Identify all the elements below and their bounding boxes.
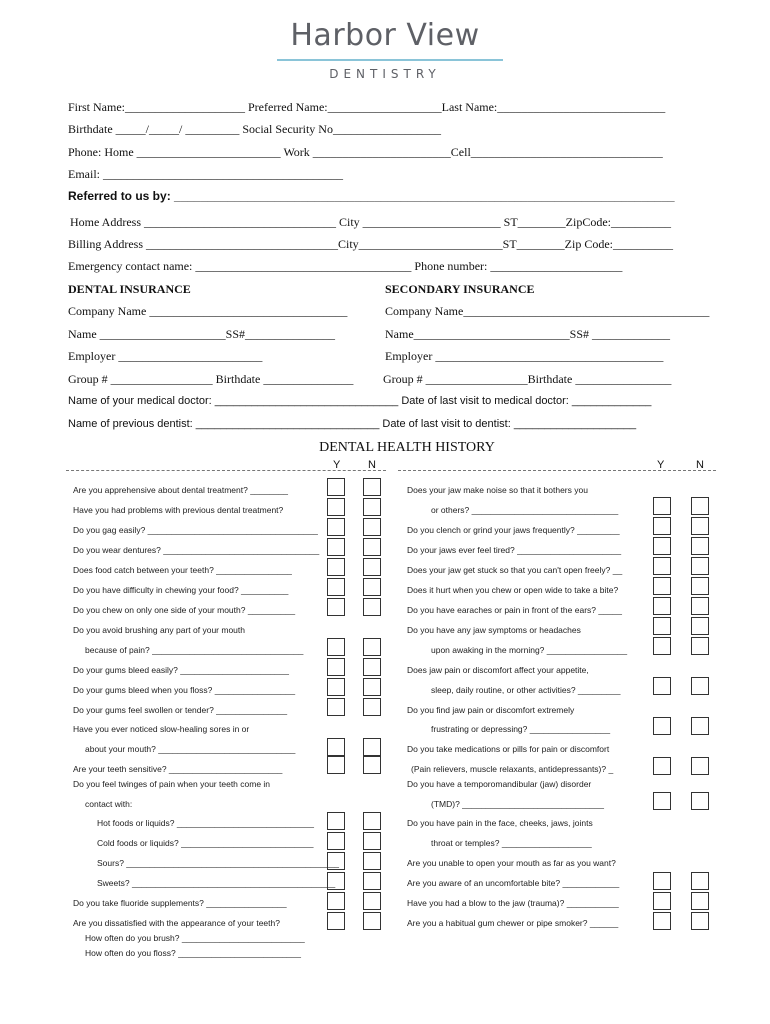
right-history-question: upon awaking in the morning? _________________: [431, 645, 628, 655]
left-no-checkbox[interactable]: [363, 852, 381, 870]
left-no-checkbox[interactable]: [363, 738, 381, 756]
right-yes-checkbox[interactable]: [653, 557, 671, 575]
left-history-question: Have you ever noticed slow-healing sores in or: [73, 724, 250, 734]
dental-insurance-heading: DENTAL INSURANCE: [68, 282, 191, 296]
left-history-question: Do you take fluoride supplements? _________________: [73, 898, 287, 908]
referred-by-line[interactable]: Referred to us by: ___________________________________________________________________________: [68, 189, 675, 203]
right-history-question: frustrating or depressing? _________________: [431, 724, 611, 734]
left-yes-checkbox[interactable]: [327, 538, 345, 556]
left-yes-checkbox[interactable]: [327, 912, 345, 930]
practice-logo-title: Harbor View: [290, 18, 480, 53]
right-history-question: Do you have pain in the face, cheeks, jaws, joints: [407, 818, 593, 828]
right-yes-checkbox[interactable]: [653, 497, 671, 515]
right-no-header: N: [696, 459, 704, 471]
left-no-checkbox[interactable]: [363, 756, 381, 774]
left-yes-header: Y: [333, 459, 341, 471]
secondary-company-name-line[interactable]: Company Name_________________________________________: [385, 304, 710, 318]
right-yes-checkbox[interactable]: [653, 912, 671, 930]
right-yes-checkbox[interactable]: [653, 677, 671, 695]
right-yes-checkbox[interactable]: [653, 792, 671, 810]
left-no-checkbox[interactable]: [363, 578, 381, 596]
right-history-question: (Pain relievers, muscle relaxants, antidepressants)? _: [411, 764, 614, 774]
dental-company-name-line[interactable]: Company Name _________________________________: [68, 304, 348, 318]
left-yes-checkbox[interactable]: [327, 598, 345, 616]
left-history-question: Hot foods or liquids? _____________________________: [97, 818, 314, 828]
right-no-checkbox[interactable]: [691, 792, 709, 810]
left-yes-checkbox[interactable]: [327, 832, 345, 850]
left-no-checkbox[interactable]: [363, 678, 381, 696]
dental-group-birthdate-line[interactable]: Group # _________________ Birthdate _______________: [68, 372, 354, 386]
right-history-question: Do your jaws ever feel tired? ______________________: [407, 545, 622, 555]
right-history-question: Do you have earaches or pain in front of the ears? _____: [407, 605, 623, 615]
right-no-checkbox[interactable]: [691, 892, 709, 910]
secondary-group-birthdate-line[interactable]: Group # _________________Birthdate ________________: [383, 372, 672, 386]
right-no-checkbox[interactable]: [691, 577, 709, 595]
left-yes-checkbox[interactable]: [327, 638, 345, 656]
secondary-employer-line[interactable]: Employer ______________________________________: [385, 349, 664, 363]
left-yes-checkbox[interactable]: [327, 812, 345, 830]
left-yes-checkbox[interactable]: [327, 892, 345, 910]
left-history-question: Are you apprehensive about dental treatment? ________: [73, 485, 289, 495]
left-yes-checkbox[interactable]: [327, 498, 345, 516]
right-history-question: Does jaw pain or discomfort affect your appetite,: [407, 665, 589, 675]
left-no-checkbox[interactable]: [363, 892, 381, 910]
right-no-checkbox[interactable]: [691, 757, 709, 775]
left-history-question: Do your gums bleed easily? _______________________: [73, 665, 289, 675]
left-history-question: Do you avoid brushing any part of your mouth: [73, 625, 245, 635]
left-history-question: Sweets? ___________________________________________: [97, 878, 336, 888]
left-yes-checkbox[interactable]: [327, 518, 345, 536]
right-history-question: Are you unable to open your mouth as far as you want?: [407, 858, 616, 868]
left-no-checkbox[interactable]: [363, 832, 381, 850]
right-history-question: Do you take medications or pills for pain or discomfort: [407, 744, 610, 754]
left-no-checkbox[interactable]: [363, 638, 381, 656]
right-no-checkbox[interactable]: [691, 617, 709, 635]
left-history-question: Do you feel twinges of pain when your teeth come in: [73, 779, 271, 789]
right-history-question: Does it hurt when you chew or open wide to take a bite?: [407, 585, 619, 595]
left-history-question: Does food catch between your teeth? ________________: [73, 565, 292, 575]
left-history-question: Do you chew on only one side of your mouth? __________: [73, 605, 296, 615]
right-yes-checkbox[interactable]: [653, 892, 671, 910]
dental-employer-line[interactable]: Employer ________________________: [68, 349, 263, 363]
birthdate-ssn-line[interactable]: Birthdate _____/_____/ _________ Social Security No__________________: [68, 122, 441, 136]
left-yes-checkbox[interactable]: [327, 678, 345, 696]
left-history-question: because of pain? ________________________________: [85, 645, 304, 655]
right-yes-checkbox[interactable]: [653, 517, 671, 535]
home-address-line[interactable]: Home Address ________________________________ City _______________________ ST________ZipCode:__________: [70, 215, 671, 229]
medical-doctor-line[interactable]: Name of your medical doctor: ______________________________ Date of last visit to medical doctor: _____________: [68, 395, 652, 407]
left-yes-checkbox[interactable]: [327, 478, 345, 496]
left-no-checkbox[interactable]: [363, 518, 381, 536]
right-history-question: Are you a habitual gum chewer or pipe smoker? ______: [407, 918, 619, 928]
previous-dentist-line[interactable]: Name of previous dentist: ______________________________ Date of last visit to dentist: ____________________: [68, 418, 637, 430]
left-history-question: Sours? _____________________________________________: [97, 858, 340, 868]
right-history-question: Does your jaw make noise so that it bothers you: [407, 485, 588, 495]
left-yes-checkbox[interactable]: [327, 852, 345, 870]
left-no-checkbox[interactable]: [363, 538, 381, 556]
left-no-checkbox[interactable]: [363, 498, 381, 516]
left-no-checkbox[interactable]: [363, 478, 381, 496]
right-history-question: throat or temples? ___________________: [431, 838, 592, 848]
left-history-question: Are your teeth sensitive? ________________________: [73, 764, 283, 774]
practice-logo-subtitle: DENTISTRY: [329, 67, 441, 81]
right-no-checkbox[interactable]: [691, 497, 709, 515]
email-line[interactable]: Email: ________________________________________: [68, 167, 343, 181]
left-history-question: Are you dissatisfied with the appearance of your teeth?: [73, 918, 280, 928]
left-yes-checkbox[interactable]: [327, 738, 345, 756]
left-history-question: How often do you brush? __________________________: [85, 933, 305, 943]
left-history-question: Do you wear dentures? _________________________________: [73, 545, 320, 555]
right-history-question: sleep, daily routine, or other activities? _________: [431, 685, 621, 695]
left-history-question: about your mouth? _____________________________: [85, 744, 296, 754]
right-history-question: or others? _______________________________: [431, 505, 619, 515]
left-no-checkbox[interactable]: [363, 872, 381, 890]
billing-address-line[interactable]: Billing Address ________________________________City________________________ST________Zip Code:__________: [68, 237, 674, 251]
left-history-question: Do your gums feel swollen or tender? _______________: [73, 705, 288, 715]
logo-underline: [277, 59, 503, 61]
right-no-checkbox[interactable]: [691, 537, 709, 555]
right-no-checkbox[interactable]: [691, 557, 709, 575]
right-yes-checkbox[interactable]: [653, 717, 671, 735]
left-yes-checkbox[interactable]: [327, 756, 345, 774]
left-history-question: Cold foods or liquids? ____________________________: [97, 838, 314, 848]
right-yes-checkbox[interactable]: [653, 872, 671, 890]
right-yes-checkbox[interactable]: [653, 577, 671, 595]
right-no-checkbox[interactable]: [691, 872, 709, 890]
left-history-question: Do you gag easily? ____________________________________: [73, 525, 318, 535]
left-no-checkbox[interactable]: [363, 598, 381, 616]
right-no-checkbox[interactable]: [691, 517, 709, 535]
right-yes-checkbox[interactable]: [653, 617, 671, 635]
dental-name-ss-line[interactable]: Name _____________________SS#_______________: [68, 327, 335, 341]
right-yes-checkbox[interactable]: [653, 537, 671, 555]
emergency-contact-line[interactable]: Emergency contact name: ____________________________________ Phone number: ______________________: [68, 259, 623, 273]
right-no-checkbox[interactable]: [691, 637, 709, 655]
right-yes-checkbox[interactable]: [653, 597, 671, 615]
left-history-question: Do you have difficulty in chewing your food? __________: [73, 585, 289, 595]
left-history-question: contact with:: [85, 799, 133, 809]
left-yes-checkbox[interactable]: [327, 658, 345, 676]
left-yes-checkbox[interactable]: [327, 872, 345, 890]
right-divider: [398, 470, 716, 471]
phone-line[interactable]: Phone: Home ________________________ Work _______________________Cell________________________________: [68, 145, 663, 159]
right-no-checkbox[interactable]: [691, 717, 709, 735]
left-no-checkbox[interactable]: [363, 912, 381, 930]
right-history-question: Do you have a temporomandibular (jaw) disorder: [407, 779, 592, 789]
right-no-checkbox[interactable]: [691, 677, 709, 695]
left-no-checkbox[interactable]: [363, 698, 381, 716]
right-no-checkbox[interactable]: [691, 597, 709, 615]
right-no-checkbox[interactable]: [691, 912, 709, 930]
right-yes-header: Y: [657, 459, 665, 471]
left-history-question: How often do you floss? __________________________: [85, 948, 301, 958]
right-yes-checkbox[interactable]: [653, 637, 671, 655]
dental-health-history-title: DENTAL HEALTH HISTORY: [319, 440, 495, 455]
left-yes-checkbox[interactable]: [327, 558, 345, 576]
left-no-checkbox[interactable]: [363, 658, 381, 676]
left-yes-checkbox[interactable]: [327, 578, 345, 596]
right-history-question: Do you clench or grind your jaws frequently? _________: [407, 525, 620, 535]
right-history-question: Do you find jaw pain or discomfort extremely: [407, 705, 575, 715]
left-no-checkbox[interactable]: [363, 812, 381, 830]
left-divider: [66, 470, 386, 471]
left-no-checkbox[interactable]: [363, 558, 381, 576]
left-no-header: N: [368, 459, 376, 471]
right-history-question: Have you had a blow to the jaw (trauma)? ___________: [407, 898, 619, 908]
secondary-name-ss-line[interactable]: Name__________________________SS# _____________: [385, 327, 670, 341]
name-fields-line[interactable]: First Name:____________________ Preferred Name:___________________Last Name:____________________________: [68, 100, 666, 114]
right-history-question: (TMD)? ______________________________: [431, 799, 604, 809]
right-yes-checkbox[interactable]: [653, 757, 671, 775]
right-history-question: Are you aware of an uncomfortable bite? ____________: [407, 878, 620, 888]
right-history-question: Do you have any jaw symptoms or headaches: [407, 625, 581, 635]
secondary-insurance-heading: SECONDARY INSURANCE: [385, 282, 535, 296]
left-yes-checkbox[interactable]: [327, 698, 345, 716]
right-history-question: Does your jaw get stuck so that you can't open freely? __: [407, 565, 623, 575]
left-history-question: Have you had problems with previous dental treatment?: [73, 505, 284, 515]
left-history-question: Do your gums bleed when you floss? _________________: [73, 685, 296, 695]
